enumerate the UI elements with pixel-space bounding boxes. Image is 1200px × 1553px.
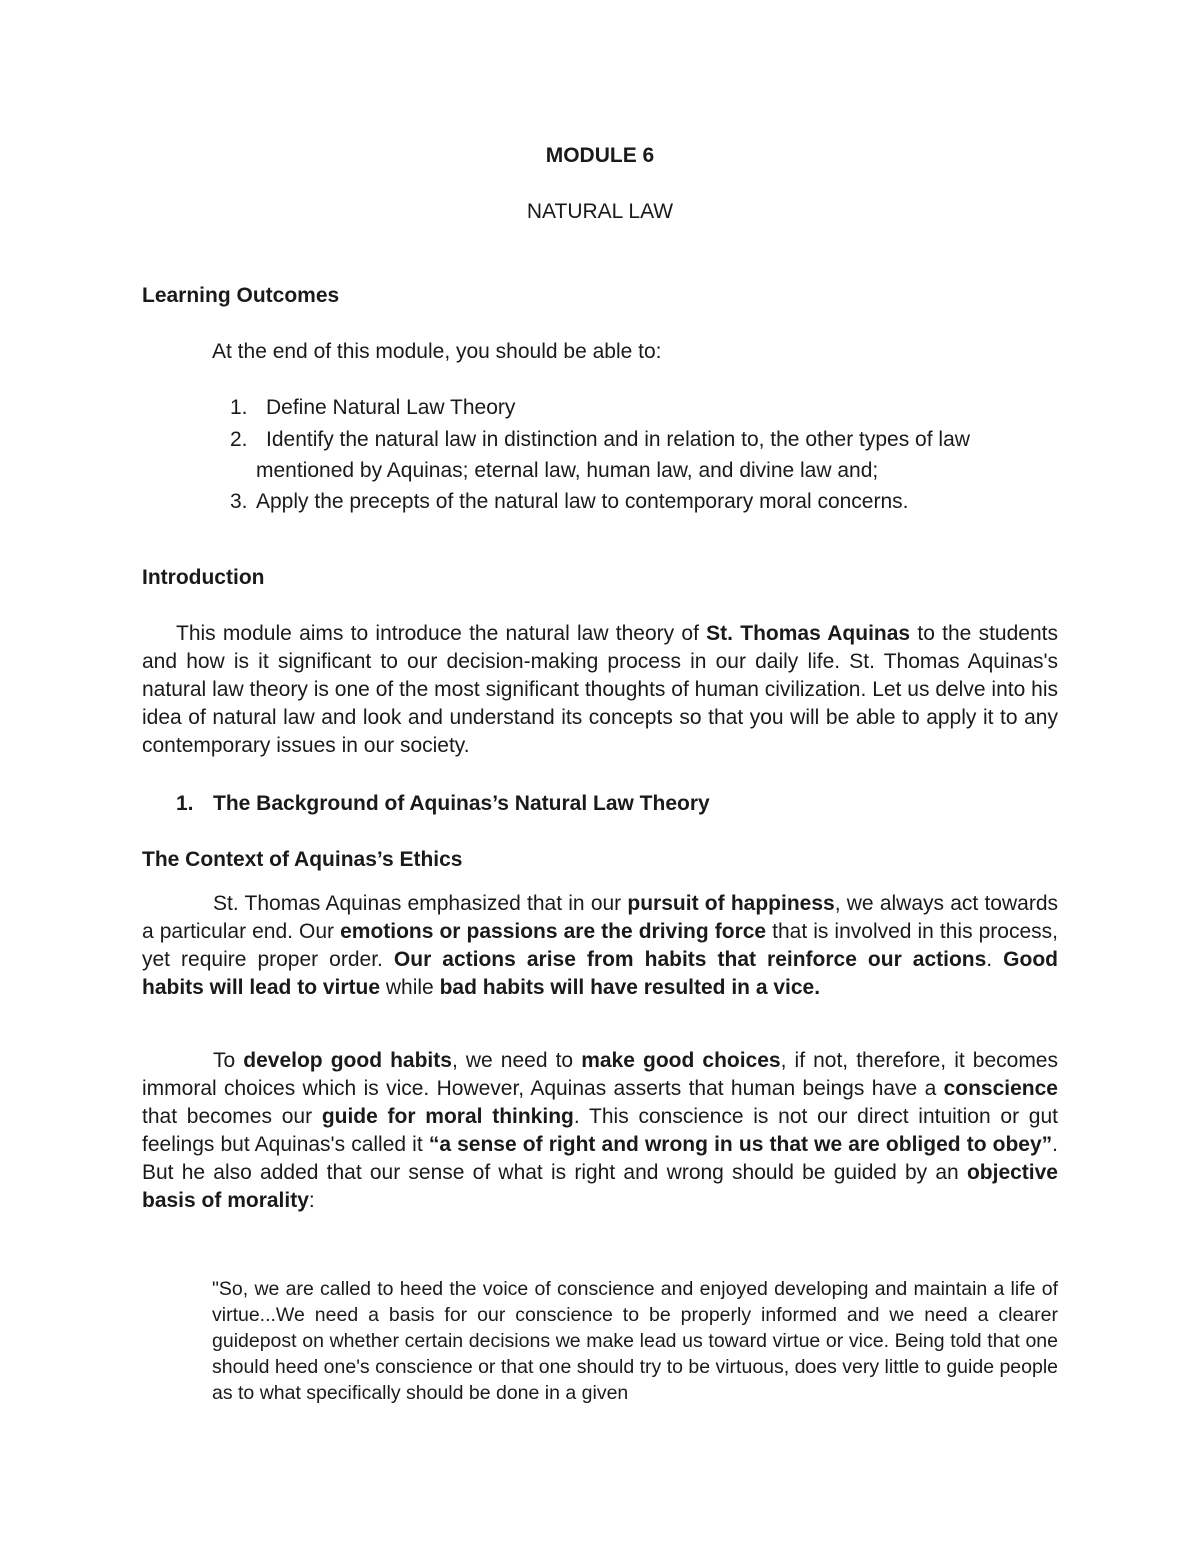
block-quote: "So, we are called to heed the voice of conscience and enjoyed developing and maintain a life of virtue...We need a basis for our conscience to be properly informed and we need a clearer guidepost on whether certain decisions we make lead us toward virtue or vice. Being told that one should heed one's conscience or that one should try to be virtuous, does very little to guide people as to what specifically should be done in a given (212, 1278, 1059, 1404)
list-item-continuation: mentioned by Aquinas; eternal law, human law, and divine law and; (256, 459, 879, 482)
learning-outcomes-heading: Learning Outcomes (142, 284, 340, 307)
list-item-number: 2. (230, 428, 248, 451)
list-item: Apply the precepts of the natural law to contemporary moral concerns. (256, 490, 909, 513)
learning-outcomes-intro: At the end of this module, you should be able to: (212, 340, 662, 363)
section-heading: The Background of Aquinas’s Natural Law Theory (213, 792, 710, 815)
context-paragraph-2: To develop good habits, we need to make good choices, if not, therefore, it becomes immoral choices which is vice. However, Aquinas asserts that human beings have a conscience that becomes our guide for moral thinking. This conscience is not our direct intuition or gut feelings but Aquinas's called it “a sense of right and wrong in us that we are obliged to obey”. But he also added that our sense of what is right and wrong should be guided by an objective basis of morality: (142, 1049, 1058, 1212)
introduction-heading: Introduction (142, 566, 265, 589)
introduction-paragraph: This module aims to introduce the natural law theory of St. Thomas Aquinas to the students and how is it significant to our decision-making process in our daily life. St. Thomas Aquinas's natural law theory is one of the most significant thoughts of human civilization. Let us delve into his idea of natural law and look and understand its concepts so that you will be able to apply it to any contemporary issues in our society. (142, 622, 1058, 757)
section-number: 1. (176, 792, 194, 815)
context-paragraph-1: St. Thomas Aquinas emphasized that in our pursuit of happiness, we always act towards a particular end. Our emotions or passions are the driving force that is involved in this process, yet require proper order. Our actions arise from habits that reinforce our actions. Good habits will lead to virtue while bad habits will have resulted in a vice. (142, 892, 1059, 999)
list-item: Define Natural Law Theory (266, 396, 516, 419)
list-item-number: 1. (230, 396, 248, 419)
list-item-number: 3. (230, 490, 248, 513)
module-subtitle: NATURAL LAW (526, 200, 674, 223)
module-title: MODULE 6 (545, 144, 655, 167)
list-item: Identify the natural law in distinction and in relation to, the other types of law (266, 428, 970, 451)
subsection-heading: The Context of Aquinas’s Ethics (142, 848, 463, 871)
